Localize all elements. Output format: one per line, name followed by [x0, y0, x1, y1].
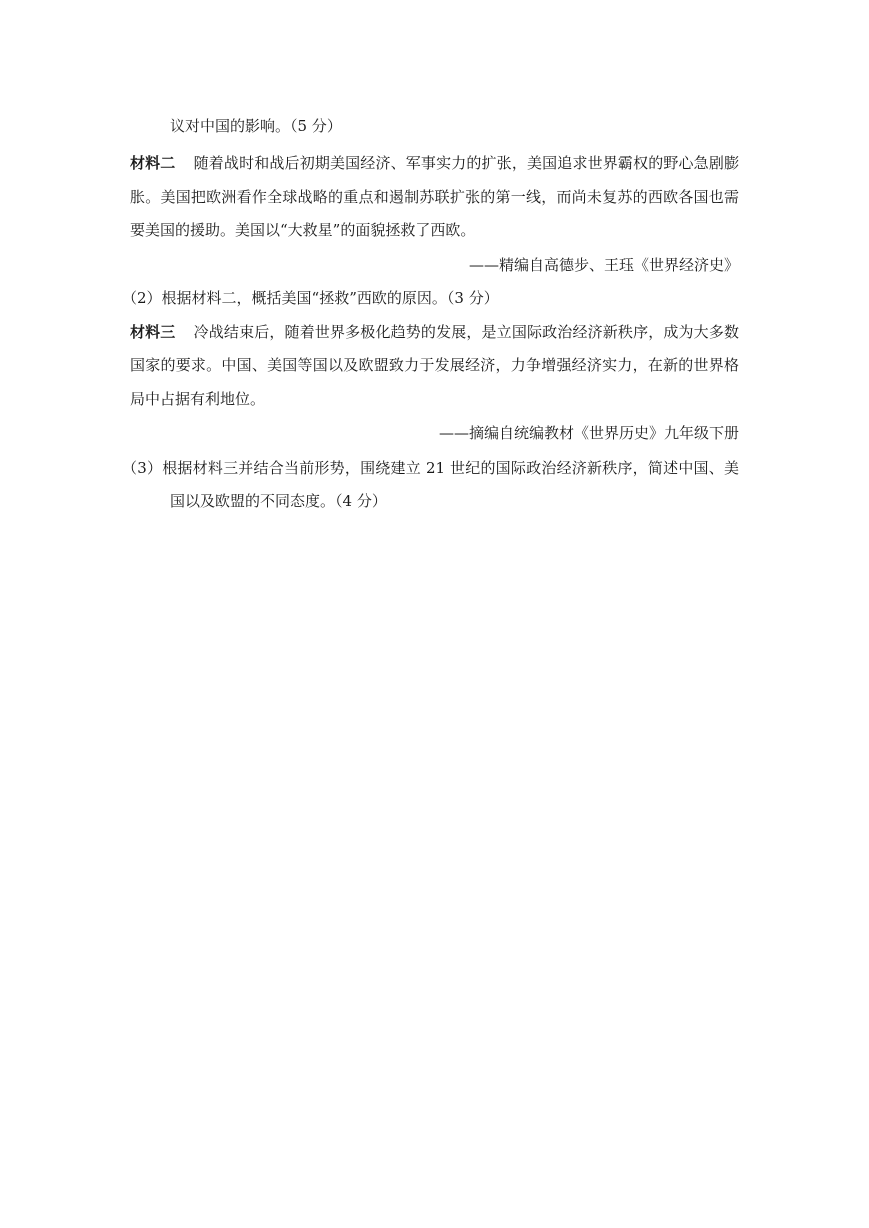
material-2-label: 材料二	[130, 154, 176, 172]
material-3-line-2: 国家的要求。中国、美国等国以及欧盟致力于发展经济，力争增强经济实力，在新的世界格	[130, 356, 739, 374]
material-2-text-1: 随着战时和战后初期美国经济、军事实力的扩张，美国追求世界霸权的野心急剧膨	[193, 154, 739, 172]
question-3-line-1: （3）根据材料三并结合当前形势，围绕建立 21 世纪的国际政治经济新秩序，简述中国、美	[122, 459, 739, 477]
material-3-source: ——摘编自统编教材《世界历史》九年级下册	[438, 424, 739, 442]
material-3-line-1	[130, 322, 739, 342]
material-3-text-1: 冷战结束后，随着世界多极化趋势的发展，是立国际政治经济新秩序，成为大多数	[193, 323, 739, 341]
question-1-tail: 议对中国的影响。（5 分）	[170, 117, 342, 135]
material-3-label: 材料三	[130, 323, 176, 341]
material-2-line-1	[130, 153, 739, 173]
material-2-source: ——精编自高德步、王珏《世界经济史》	[468, 256, 739, 274]
material-2-line-2: 胀。美国把欧洲看作全球战略的重点和遏制苏联扩张的第一线，而尚未复苏的西欧各国也需	[130, 188, 739, 206]
question-3-line-2: 国以及欧盟的不同态度。（4 分）	[170, 492, 387, 510]
question-2: （2）根据材料二，概括美国“拯救”西欧的原因。（3 分）	[122, 289, 499, 307]
material-2-line-3: 要美国的援助。美国以“大救星”的面貌拯救了西欧。	[130, 221, 476, 239]
material-3-line-3: 局中占据有利地位。	[130, 390, 266, 408]
